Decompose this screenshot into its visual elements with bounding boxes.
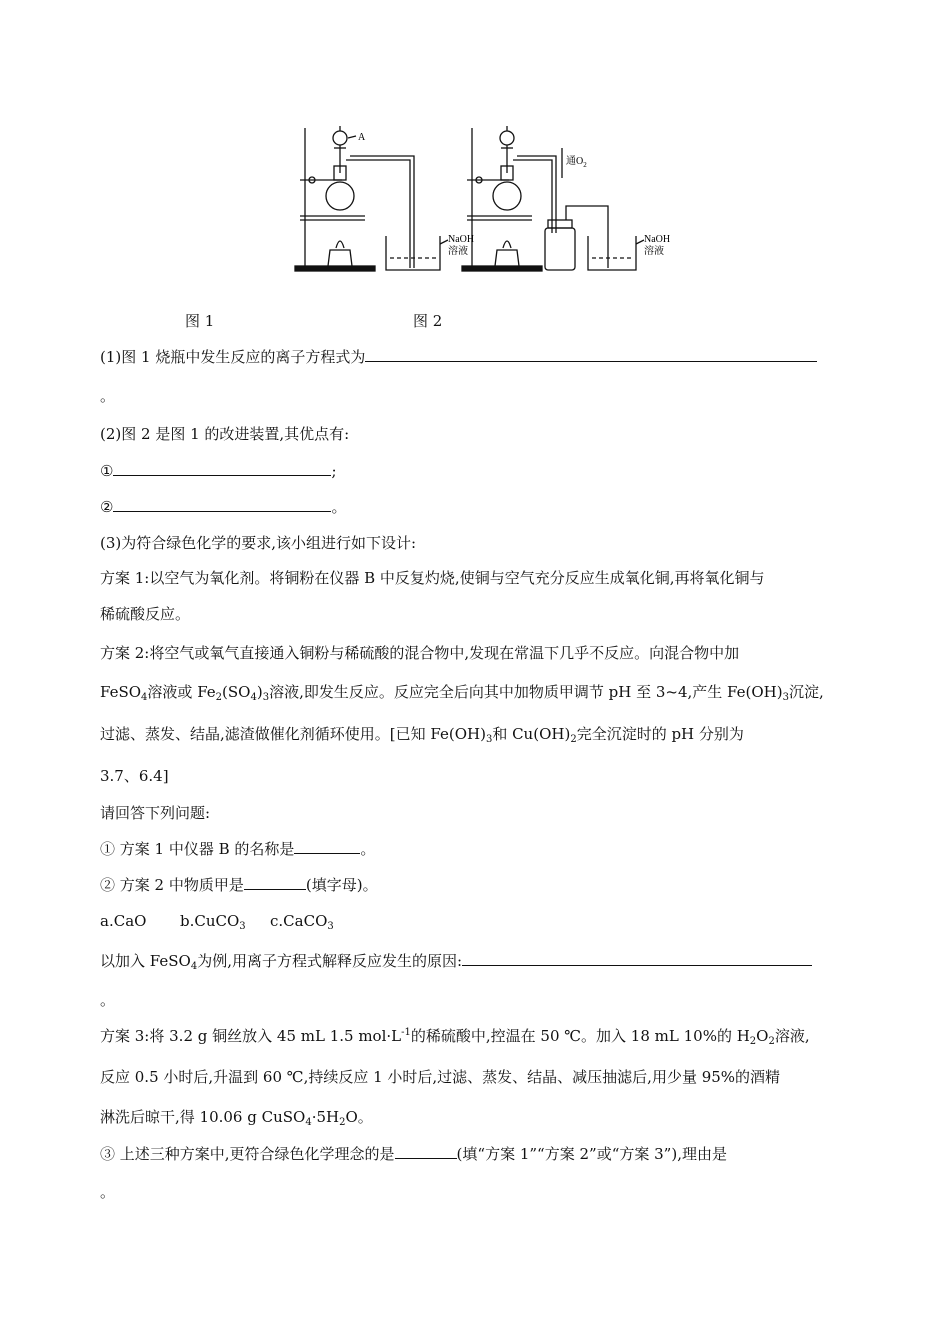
o2-label: 通$O_2$ — [566, 156, 587, 169]
question-2: (2)图 2 是图 1 的改进装置,其优点有: — [100, 425, 350, 443]
question-3-intro: (3)为符合绿色化学的要求,该小组进行如下设计: — [100, 534, 417, 552]
apparatus-figure — [290, 118, 670, 278]
plan-1-line-2: 稀硫酸反应。 — [100, 605, 191, 623]
plan-1-line-1: 方案 1:以空气为氧化剂。将铜粉在仪器 B 中反复灼烧,使铜与空气充分反应生成氧化铜,再将氧化铜与 — [100, 569, 765, 587]
plan-2-line-3: 过滤、蒸发、结晶,滤渣做催化剂循环使用。[已知 $Fe(OH)_3$和 $Cu(OH)_2$完全沉淀时的 pH 分别为 — [100, 725, 744, 745]
plan-3-line-2: 反应 0.5 小时后,升温到 60 ℃,持续反应 1 小时后,过滤、蒸发、结晶、减压抽滤后,用少量 95%的酒精 — [100, 1068, 781, 1086]
label-a: A — [358, 132, 366, 143]
sub-question-1: ① 方案 1 中仪器 B 的名称是 。 — [100, 840, 376, 858]
question-1-end: 。 — [100, 387, 116, 405]
question-2-item-1: ① ; — [100, 462, 337, 480]
option-b[interactable]: b.CuCO$_3$ — [180, 912, 246, 932]
sub-question-3-end: 。 — [100, 1183, 116, 1201]
answer-blank-q2-1[interactable] — [113, 460, 331, 476]
plan-2-line-2: FeSO$_4$溶液或 $Fe_2(SO_4)_3$溶液,即发生反应。反应完全后向其中加物质甲调节 pH 至 3~4,产生 $Fe(OH)_3$沉淀, — [100, 683, 824, 703]
naoh-label-2: NaOH — [644, 234, 670, 245]
figure-caption-1: 图 1 — [185, 312, 215, 330]
plan-2-line-4: 3.7、6.4] — [100, 767, 169, 785]
plan-2-line-1: 方案 2:将空气或氧气直接通入铜粉与稀硫酸的混合物中,发现在常温下几乎不反应。向混合物中加 — [100, 644, 740, 662]
options-row — [100, 911, 334, 931]
figure-caption-2: 图 2 — [413, 312, 443, 330]
ion-equation-end: 。 — [100, 991, 116, 1009]
ion-equation-question: 以加入 FeSO$_4$为例,用离子方程式解释反应发生的原因: — [100, 950, 812, 971]
sub-question-2: ② 方案 2 中物质甲是 (填字母)。 — [100, 876, 378, 894]
solution-label-2: 溶液 — [644, 246, 664, 257]
answer-blank-sub-3[interactable] — [395, 1143, 457, 1159]
question-3-ask: 请回答下列问题: — [100, 804, 211, 822]
question-1: (1)图 1 烧瓶中发生反应的离子方程式为 — [100, 346, 817, 367]
answer-blank-q2-2[interactable] — [113, 496, 331, 512]
answer-blank-q1[interactable] — [365, 346, 817, 362]
question-2-item-2: ② 。 — [100, 498, 347, 516]
option-a[interactable]: a.CaO — [100, 912, 147, 930]
plan-3-line-3: 淋洗后晾干,得 10.06 g $CuSO_4\cdot 5H_2O$。 — [100, 1108, 373, 1128]
answer-blank-sub-2[interactable] — [244, 874, 306, 890]
naoh-label-1: NaOH — [448, 234, 475, 245]
answer-blank-ion[interactable] — [462, 950, 812, 966]
sub-question-3: ③ 上述三种方案中,更符合绿色化学理念的是 (填“方案 1”“方案 2”或“方案 3”),理由是 — [100, 1145, 727, 1163]
solution-label-1: 溶液 — [448, 246, 468, 257]
plan-3-line-1: 方案 3:将 3.2 g 铜丝放入 45 mL 1.5 $mol\cdot L^{-1}$的稀硫酸中,控温在 50 ℃。加入 18 mL 10%的 $H_2O_2$溶液, — [100, 1027, 810, 1047]
answer-blank-sub-1[interactable] — [294, 838, 360, 854]
option-c[interactable]: c.CaCO$_3$ — [270, 912, 334, 932]
